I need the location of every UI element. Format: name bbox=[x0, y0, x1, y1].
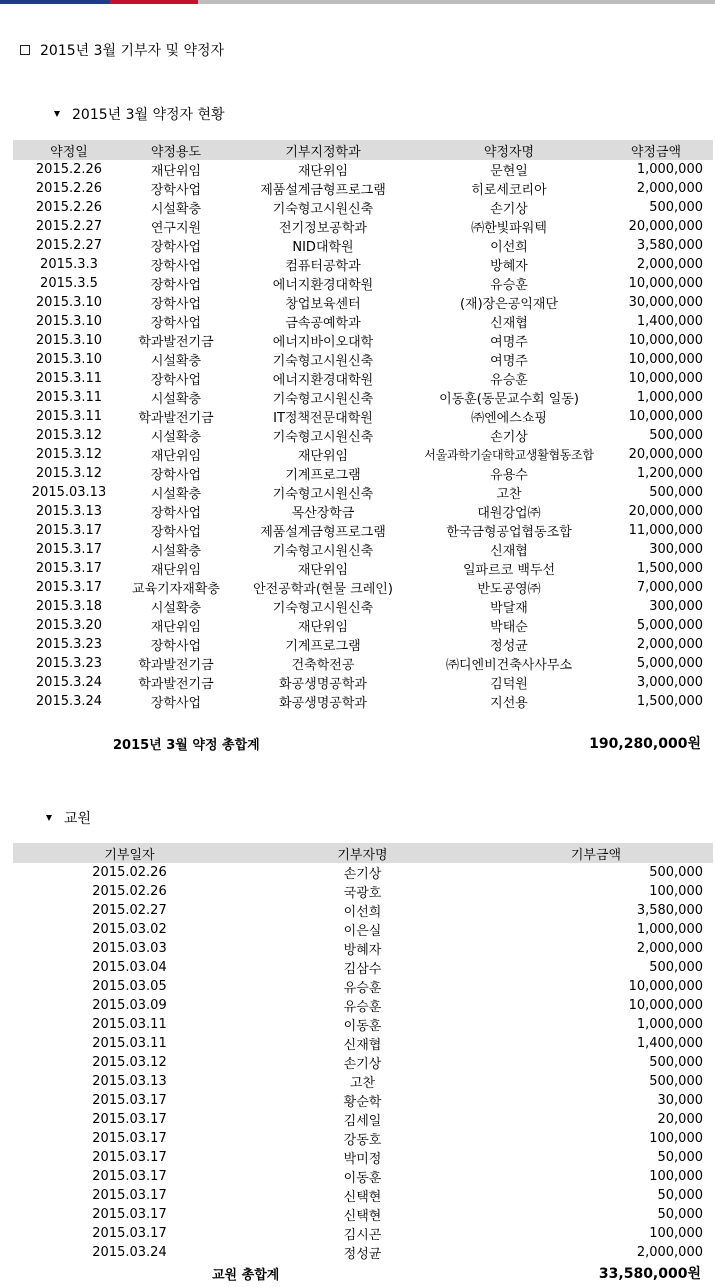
cell-amount: 5,000,000 bbox=[636, 618, 703, 633]
cell-donation-date: 2015.03.02 bbox=[92, 922, 167, 937]
cell-pledger: 신재협 bbox=[490, 544, 528, 559]
pledge-total-value: 190,280,000원 bbox=[589, 736, 701, 752]
cell-pledger: 손기상 bbox=[490, 202, 528, 217]
table-row bbox=[13, 1015, 713, 1034]
table-row bbox=[13, 293, 713, 312]
cell-amount: 20,000,000 bbox=[628, 447, 703, 462]
pledge-table-body bbox=[13, 160, 713, 711]
cell-pledger: 이동훈(동문교수회 일동) bbox=[439, 392, 579, 407]
cell-donation-date: 2015.03.17 bbox=[92, 1150, 167, 1165]
cell-donation-date: 2015.03.17 bbox=[92, 1112, 167, 1127]
cell-donation-amount: 100,000 bbox=[649, 884, 703, 899]
cell-donor: 강동호 bbox=[343, 1133, 382, 1148]
cell-donation-date: 2015.03.09 bbox=[92, 998, 167, 1013]
cell-department: 재단위임 bbox=[297, 563, 349, 578]
cell-department: 에너지바이오대학 bbox=[272, 335, 374, 350]
cell-donation-date: 2015.03.17 bbox=[92, 1093, 167, 1108]
cell-purpose: 장학사업 bbox=[150, 297, 202, 312]
table-row bbox=[13, 274, 713, 293]
cell-date: 2015.3.12 bbox=[35, 447, 103, 462]
cell-department: 전기정보공학과 bbox=[279, 221, 367, 236]
faculty-table bbox=[13, 843, 713, 1262]
cell-amount: 20,000,000 bbox=[628, 504, 703, 519]
square-bullet-icon bbox=[20, 45, 30, 55]
table-row bbox=[13, 445, 713, 464]
cell-department: 건축학전공 bbox=[291, 658, 355, 673]
cell-department: IT정책전문대학원 bbox=[273, 411, 373, 426]
cell-department: 에너지환경대학원 bbox=[272, 373, 374, 388]
table-row bbox=[13, 388, 713, 407]
cell-date: 2015.3.11 bbox=[35, 390, 103, 405]
cell-amount: 11,000,000 bbox=[628, 523, 703, 538]
faculty-section-title bbox=[46, 808, 91, 828]
cell-donor: 유승훈 bbox=[343, 1000, 382, 1015]
cell-date: 2015.2.27 bbox=[35, 238, 103, 253]
table-row bbox=[13, 1053, 713, 1072]
top-accent-bar bbox=[0, 0, 715, 4]
cell-pledger: ㈜디엔비건축사사무소 bbox=[445, 658, 573, 673]
cell-donation-amount: 50,000 bbox=[657, 1150, 703, 1165]
cell-donation-date: 2015.03.04 bbox=[92, 960, 167, 975]
cell-pledger: 박태순 bbox=[490, 620, 528, 635]
cell-donation-amount: 10,000,000 bbox=[628, 979, 703, 994]
table-row bbox=[13, 882, 713, 901]
cell-department: 기숙형고시원신축 bbox=[272, 202, 374, 217]
cell-pledger: ㈜엔에스쇼핑 bbox=[471, 411, 547, 426]
cell-amount: 500,000 bbox=[649, 485, 703, 500]
cell-donation-amount: 3,580,000 bbox=[636, 903, 703, 918]
table-row bbox=[13, 1034, 713, 1053]
cell-purpose: 학과발전기금 bbox=[138, 335, 214, 350]
cell-amount: 300,000 bbox=[649, 599, 703, 614]
table-row bbox=[13, 160, 713, 179]
table-row bbox=[13, 977, 713, 996]
cell-pledger: 유승훈 bbox=[490, 373, 528, 388]
cell-donor: 손기상 bbox=[343, 867, 382, 882]
triangle-bullet-icon bbox=[54, 111, 60, 117]
cell-pledger: 신재협 bbox=[490, 316, 528, 331]
cell-donation-date: 2015.03.17 bbox=[92, 1131, 167, 1146]
col-header-pledger: 약정자명 bbox=[419, 140, 599, 160]
pledge-section-title-text: 2015년 3월 약정자 현황 bbox=[72, 107, 225, 123]
cell-pledger: 일파르코 백두선 bbox=[462, 563, 556, 578]
faculty-total-value: 33,580,000원 bbox=[598, 1266, 701, 1282]
cell-purpose: 장학사업 bbox=[150, 240, 202, 255]
cell-date: 2015.3.3 bbox=[40, 257, 98, 272]
cell-pledger: 박달재 bbox=[490, 601, 528, 616]
cell-purpose: 시설확충 bbox=[150, 392, 202, 407]
cell-donation-amount: 500,000 bbox=[649, 1055, 703, 1070]
table-row bbox=[13, 350, 713, 369]
table-row bbox=[13, 1167, 713, 1186]
cell-date: 2015.3.18 bbox=[35, 599, 103, 614]
cell-donor: 김삼수 bbox=[343, 962, 382, 977]
cell-purpose: 장학사업 bbox=[150, 639, 202, 654]
cell-donation-amount: 100,000 bbox=[649, 1169, 703, 1184]
cell-pledger: 여명주 bbox=[490, 335, 528, 350]
table-row bbox=[13, 255, 713, 274]
faculty-section-title-text: 교원 bbox=[64, 811, 92, 827]
cell-purpose: 학과발전기금 bbox=[138, 677, 214, 692]
cell-date: 2015.2.26 bbox=[35, 162, 103, 177]
table-row bbox=[13, 540, 713, 559]
cell-donation-amount: 500,000 bbox=[649, 1074, 703, 1089]
cell-donor: 이동훈 bbox=[343, 1171, 382, 1186]
cell-department: 화공생명공학과 bbox=[279, 696, 367, 711]
cell-amount: 1,000,000 bbox=[636, 390, 703, 405]
cell-amount: 1,500,000 bbox=[636, 694, 703, 709]
cell-donation-amount: 50,000 bbox=[657, 1207, 703, 1222]
cell-date: 2015.03.13 bbox=[31, 485, 107, 500]
cell-pledger: 손기상 bbox=[490, 430, 528, 445]
pledge-table bbox=[13, 140, 713, 711]
cell-purpose: 재단위임 bbox=[150, 563, 202, 578]
col-header-department: 기부지정학과 bbox=[227, 140, 419, 160]
cell-pledger: 문현일 bbox=[490, 164, 528, 179]
cell-donation-date: 2015.03.03 bbox=[92, 941, 167, 956]
cell-pledger: 유승훈 bbox=[490, 278, 528, 293]
cell-date: 2015.2.26 bbox=[35, 200, 103, 215]
cell-donation-date: 2015.03.05 bbox=[92, 979, 167, 994]
cell-amount: 10,000,000 bbox=[628, 409, 703, 424]
table-row bbox=[13, 198, 713, 217]
table-row bbox=[13, 1148, 713, 1167]
cell-date: 2015.3.13 bbox=[35, 504, 103, 519]
cell-donation-amount: 1,000,000 bbox=[636, 922, 703, 937]
page-title bbox=[20, 40, 224, 60]
cell-purpose: 시설확충 bbox=[150, 544, 202, 559]
cell-donation-date: 2015.03.17 bbox=[92, 1226, 167, 1241]
cell-amount: 1,400,000 bbox=[636, 314, 703, 329]
cell-donation-amount: 500,000 bbox=[649, 960, 703, 975]
cell-donor: 이선희 bbox=[343, 905, 382, 920]
pledge-table-header bbox=[13, 140, 713, 160]
cell-donation-date: 2015.03.13 bbox=[92, 1074, 167, 1089]
table-row bbox=[13, 1205, 713, 1224]
cell-amount: 1,200,000 bbox=[636, 466, 703, 481]
col-header-donation-date: 기부일자 bbox=[13, 843, 246, 863]
cell-department: 기숙형고시원신축 bbox=[272, 354, 374, 369]
cell-purpose: 장학사업 bbox=[150, 506, 202, 521]
table-row bbox=[13, 673, 713, 692]
cell-amount: 5,000,000 bbox=[636, 656, 703, 671]
cell-department: 재단위임 bbox=[297, 164, 349, 179]
top-bar-blue-segment bbox=[0, 0, 110, 4]
cell-amount: 2,000,000 bbox=[636, 257, 703, 272]
cell-pledger: 한국금형공업협동조합 bbox=[446, 525, 572, 540]
table-row bbox=[13, 616, 713, 635]
cell-department: 기계프로그램 bbox=[285, 468, 361, 483]
cell-purpose: 장학사업 bbox=[150, 696, 202, 711]
col-header-donation-amount: 기부금액 bbox=[479, 843, 713, 863]
cell-amount: 2,000,000 bbox=[636, 637, 703, 652]
cell-donor: 정성균 bbox=[343, 1247, 382, 1262]
cell-donation-amount: 1,000,000 bbox=[636, 1017, 703, 1032]
cell-donation-date: 2015.03.17 bbox=[92, 1169, 167, 1184]
triangle-bullet-icon bbox=[46, 815, 52, 821]
cell-purpose: 시설확충 bbox=[150, 354, 202, 369]
cell-donation-date: 2015.02.26 bbox=[92, 865, 167, 880]
cell-donation-amount: 1,400,000 bbox=[636, 1036, 703, 1051]
cell-donation-amount: 500,000 bbox=[649, 865, 703, 880]
cell-donor: 신재협 bbox=[343, 1038, 382, 1053]
cell-amount: 1,000,000 bbox=[636, 162, 703, 177]
cell-donor: 황순학 bbox=[343, 1095, 382, 1110]
table-row bbox=[13, 407, 713, 426]
cell-date: 2015.3.5 bbox=[40, 276, 98, 291]
cell-date: 2015.3.12 bbox=[35, 428, 103, 443]
cell-date: 2015.3.10 bbox=[35, 352, 103, 367]
cell-purpose: 장학사업 bbox=[150, 183, 202, 198]
cell-amount: 7,000,000 bbox=[636, 580, 703, 595]
cell-donor: 손기상 bbox=[343, 1057, 382, 1072]
table-row bbox=[13, 996, 713, 1015]
cell-date: 2015.3.23 bbox=[35, 637, 103, 652]
table-row bbox=[13, 597, 713, 616]
cell-purpose: 재단위임 bbox=[150, 449, 202, 464]
cell-purpose: 장학사업 bbox=[150, 316, 202, 331]
cell-purpose: 시설확충 bbox=[150, 202, 202, 217]
table-row bbox=[13, 1091, 713, 1110]
cell-donation-date: 2015.03.12 bbox=[92, 1055, 167, 1070]
cell-amount: 10,000,000 bbox=[628, 371, 703, 386]
cell-amount: 500,000 bbox=[649, 428, 703, 443]
cell-department: 화공생명공학과 bbox=[279, 677, 367, 692]
cell-department: NID대학원 bbox=[292, 240, 354, 255]
table-row bbox=[13, 217, 713, 236]
cell-date: 2015.2.27 bbox=[35, 219, 103, 234]
cell-donor: 김시곤 bbox=[343, 1228, 382, 1243]
table-row bbox=[13, 369, 713, 388]
table-row bbox=[13, 654, 713, 673]
table-row bbox=[13, 920, 713, 939]
cell-donation-amount: 2,000,000 bbox=[636, 941, 703, 956]
table-row bbox=[13, 179, 713, 198]
cell-department: 기숙형고시원신축 bbox=[272, 487, 374, 502]
cell-purpose: 시설확충 bbox=[150, 430, 202, 445]
table-row bbox=[13, 1129, 713, 1148]
cell-purpose: 장학사업 bbox=[150, 278, 202, 293]
cell-department: 창업보육센터 bbox=[285, 297, 361, 312]
table-row bbox=[13, 483, 713, 502]
table-row bbox=[13, 901, 713, 920]
cell-department: 목산장학금 bbox=[291, 506, 355, 521]
cell-amount: 3,000,000 bbox=[636, 675, 703, 690]
cell-department: 재단위임 bbox=[297, 620, 349, 635]
cell-pledger: (재)장은공익재단 bbox=[459, 297, 559, 312]
table-row bbox=[13, 1224, 713, 1243]
table-row bbox=[13, 1243, 713, 1262]
page-title-text: 2015년 3월 기부자 및 약정자 bbox=[40, 43, 225, 59]
cell-date: 2015.3.10 bbox=[35, 314, 103, 329]
cell-pledger: 반도공영㈜ bbox=[477, 582, 541, 597]
col-header-amount: 약정금액 bbox=[599, 140, 713, 160]
cell-pledger: 고찬 bbox=[496, 487, 522, 502]
cell-department: 에너지환경대학원 bbox=[272, 278, 374, 293]
cell-date: 2015.3.24 bbox=[35, 675, 103, 690]
cell-date: 2015.3.17 bbox=[35, 580, 103, 595]
cell-donation-amount: 100,000 bbox=[649, 1226, 703, 1241]
table-row bbox=[13, 426, 713, 445]
cell-donation-amount: 20,000 bbox=[657, 1112, 703, 1127]
cell-pledger: 이선희 bbox=[490, 240, 528, 255]
table-row bbox=[13, 1186, 713, 1205]
cell-department: 재단위임 bbox=[297, 449, 349, 464]
cell-amount: 10,000,000 bbox=[628, 276, 703, 291]
cell-pledger: 대원강업㈜ bbox=[477, 506, 541, 521]
cell-purpose: 장학사업 bbox=[150, 525, 202, 540]
cell-purpose: 장학사업 bbox=[150, 373, 202, 388]
cell-donation-date: 2015.03.11 bbox=[92, 1036, 167, 1051]
cell-donation-date: 2015.03.11 bbox=[92, 1017, 167, 1032]
cell-donor: 국광호 bbox=[343, 886, 382, 901]
col-header-purpose: 약정용도 bbox=[125, 140, 227, 160]
cell-purpose: 학과발전기금 bbox=[138, 658, 214, 673]
cell-donor: 박미정 bbox=[343, 1152, 382, 1167]
table-row bbox=[13, 236, 713, 255]
cell-pledger: 정성균 bbox=[490, 639, 528, 654]
cell-donation-amount: 30,000 bbox=[657, 1093, 703, 1108]
col-header-date: 약정일 bbox=[13, 140, 125, 160]
cell-amount: 10,000,000 bbox=[628, 333, 703, 348]
table-row bbox=[13, 1110, 713, 1129]
cell-department: 안전공학과(현물 크레인) bbox=[253, 582, 393, 597]
table-row bbox=[13, 502, 713, 521]
cell-amount: 500,000 bbox=[649, 200, 703, 215]
table-row bbox=[13, 635, 713, 654]
cell-department: 기숙형고시원신축 bbox=[272, 392, 374, 407]
cell-department: 금속공예학과 bbox=[285, 316, 361, 331]
faculty-table-header bbox=[13, 843, 713, 863]
table-row bbox=[13, 958, 713, 977]
cell-date: 2015.3.24 bbox=[35, 694, 103, 709]
cell-donor: 방혜자 bbox=[343, 943, 382, 958]
cell-date: 2015.3.10 bbox=[35, 295, 103, 310]
cell-pledger: 여명주 bbox=[490, 354, 528, 369]
pledge-section-title bbox=[54, 104, 225, 124]
table-row bbox=[13, 692, 713, 711]
cell-date: 2015.3.17 bbox=[35, 523, 103, 538]
cell-amount: 1,500,000 bbox=[636, 561, 703, 576]
cell-donor: 신택현 bbox=[343, 1190, 382, 1205]
cell-purpose: 학과발전기금 bbox=[138, 411, 214, 426]
cell-pledger: 유용수 bbox=[490, 468, 528, 483]
cell-donation-amount: 10,000,000 bbox=[628, 998, 703, 1013]
cell-department: 기계프로그램 bbox=[285, 639, 361, 654]
cell-date: 2015.3.11 bbox=[35, 409, 103, 424]
cell-department: 기숙형고시원신축 bbox=[272, 544, 374, 559]
cell-pledger: 방혜자 bbox=[490, 259, 528, 274]
cell-donor: 유승훈 bbox=[343, 981, 382, 996]
table-row bbox=[13, 1072, 713, 1091]
table-row bbox=[13, 939, 713, 958]
cell-donation-date: 2015.02.27 bbox=[92, 903, 167, 918]
table-row bbox=[13, 559, 713, 578]
cell-date: 2015.3.20 bbox=[35, 618, 103, 633]
cell-pledger: 히로세코리아 bbox=[471, 183, 547, 198]
cell-purpose: 교육기자재확충 bbox=[132, 582, 220, 597]
cell-date: 2015.2.26 bbox=[35, 181, 103, 196]
cell-donor: 이동훈 bbox=[343, 1019, 382, 1034]
table-row bbox=[13, 521, 713, 540]
table-row bbox=[13, 863, 713, 882]
cell-purpose: 장학사업 bbox=[150, 259, 202, 274]
cell-amount: 2,000,000 bbox=[636, 181, 703, 196]
cell-donor: 고찬 bbox=[349, 1076, 376, 1091]
col-header-donor: 기부자명 bbox=[246, 843, 479, 863]
cell-amount: 3,580,000 bbox=[636, 238, 703, 253]
cell-amount: 300,000 bbox=[649, 542, 703, 557]
cell-donation-amount: 100,000 bbox=[649, 1131, 703, 1146]
cell-donation-date: 2015.02.26 bbox=[92, 884, 167, 899]
cell-department: 기숙형고시원신축 bbox=[272, 601, 374, 616]
cell-donation-date: 2015.03.17 bbox=[92, 1188, 167, 1203]
cell-purpose: 시설확충 bbox=[150, 487, 202, 502]
cell-purpose: 시설확충 bbox=[150, 601, 202, 616]
cell-purpose: 연구지원 bbox=[150, 221, 202, 236]
cell-donation-date: 2015.03.17 bbox=[92, 1207, 167, 1222]
cell-department: 기숙형고시원신축 bbox=[272, 430, 374, 445]
pledge-total-label: 2015년 3월 약정 총합계 bbox=[113, 738, 260, 753]
cell-date: 2015.3.23 bbox=[35, 656, 103, 671]
table-row bbox=[13, 312, 713, 331]
cell-donor: 김세일 bbox=[343, 1114, 382, 1129]
cell-date: 2015.3.12 bbox=[35, 466, 103, 481]
faculty-total-label: 교원 총합계 bbox=[212, 1268, 280, 1283]
cell-pledger: 김덕원 bbox=[490, 677, 528, 692]
cell-pledger: 지선용 bbox=[490, 696, 528, 711]
cell-donor: 신택현 bbox=[343, 1209, 382, 1224]
cell-pledger: 서울과학기술대학교생활협동조합 bbox=[424, 448, 594, 462]
faculty-table-body bbox=[13, 863, 713, 1262]
cell-donation-amount: 50,000 bbox=[657, 1188, 703, 1203]
cell-purpose: 재단위임 bbox=[150, 164, 202, 179]
cell-department: 제품설계금형프로그램 bbox=[260, 183, 386, 198]
cell-purpose: 장학사업 bbox=[150, 468, 202, 483]
cell-date: 2015.3.11 bbox=[35, 371, 103, 386]
table-row bbox=[13, 578, 713, 597]
cell-amount: 10,000,000 bbox=[628, 352, 703, 367]
cell-date: 2015.3.17 bbox=[35, 542, 103, 557]
table-row bbox=[13, 464, 713, 483]
cell-donation-amount: 2,000,000 bbox=[636, 1245, 703, 1260]
cell-date: 2015.3.17 bbox=[35, 561, 103, 576]
cell-date: 2015.3.10 bbox=[35, 333, 103, 348]
top-bar-red-segment bbox=[110, 0, 198, 4]
cell-department: 컴퓨터공학과 bbox=[285, 259, 361, 274]
table-row bbox=[13, 331, 713, 350]
cell-donor: 이은실 bbox=[343, 924, 382, 939]
cell-donation-date: 2015.03.24 bbox=[92, 1245, 167, 1260]
cell-department: 제품설계금형프로그램 bbox=[260, 525, 386, 540]
cell-purpose: 재단위임 bbox=[150, 620, 202, 635]
cell-amount: 20,000,000 bbox=[628, 219, 703, 234]
cell-amount: 30,000,000 bbox=[628, 295, 703, 310]
cell-pledger: ㈜한빛파워텍 bbox=[471, 221, 547, 236]
